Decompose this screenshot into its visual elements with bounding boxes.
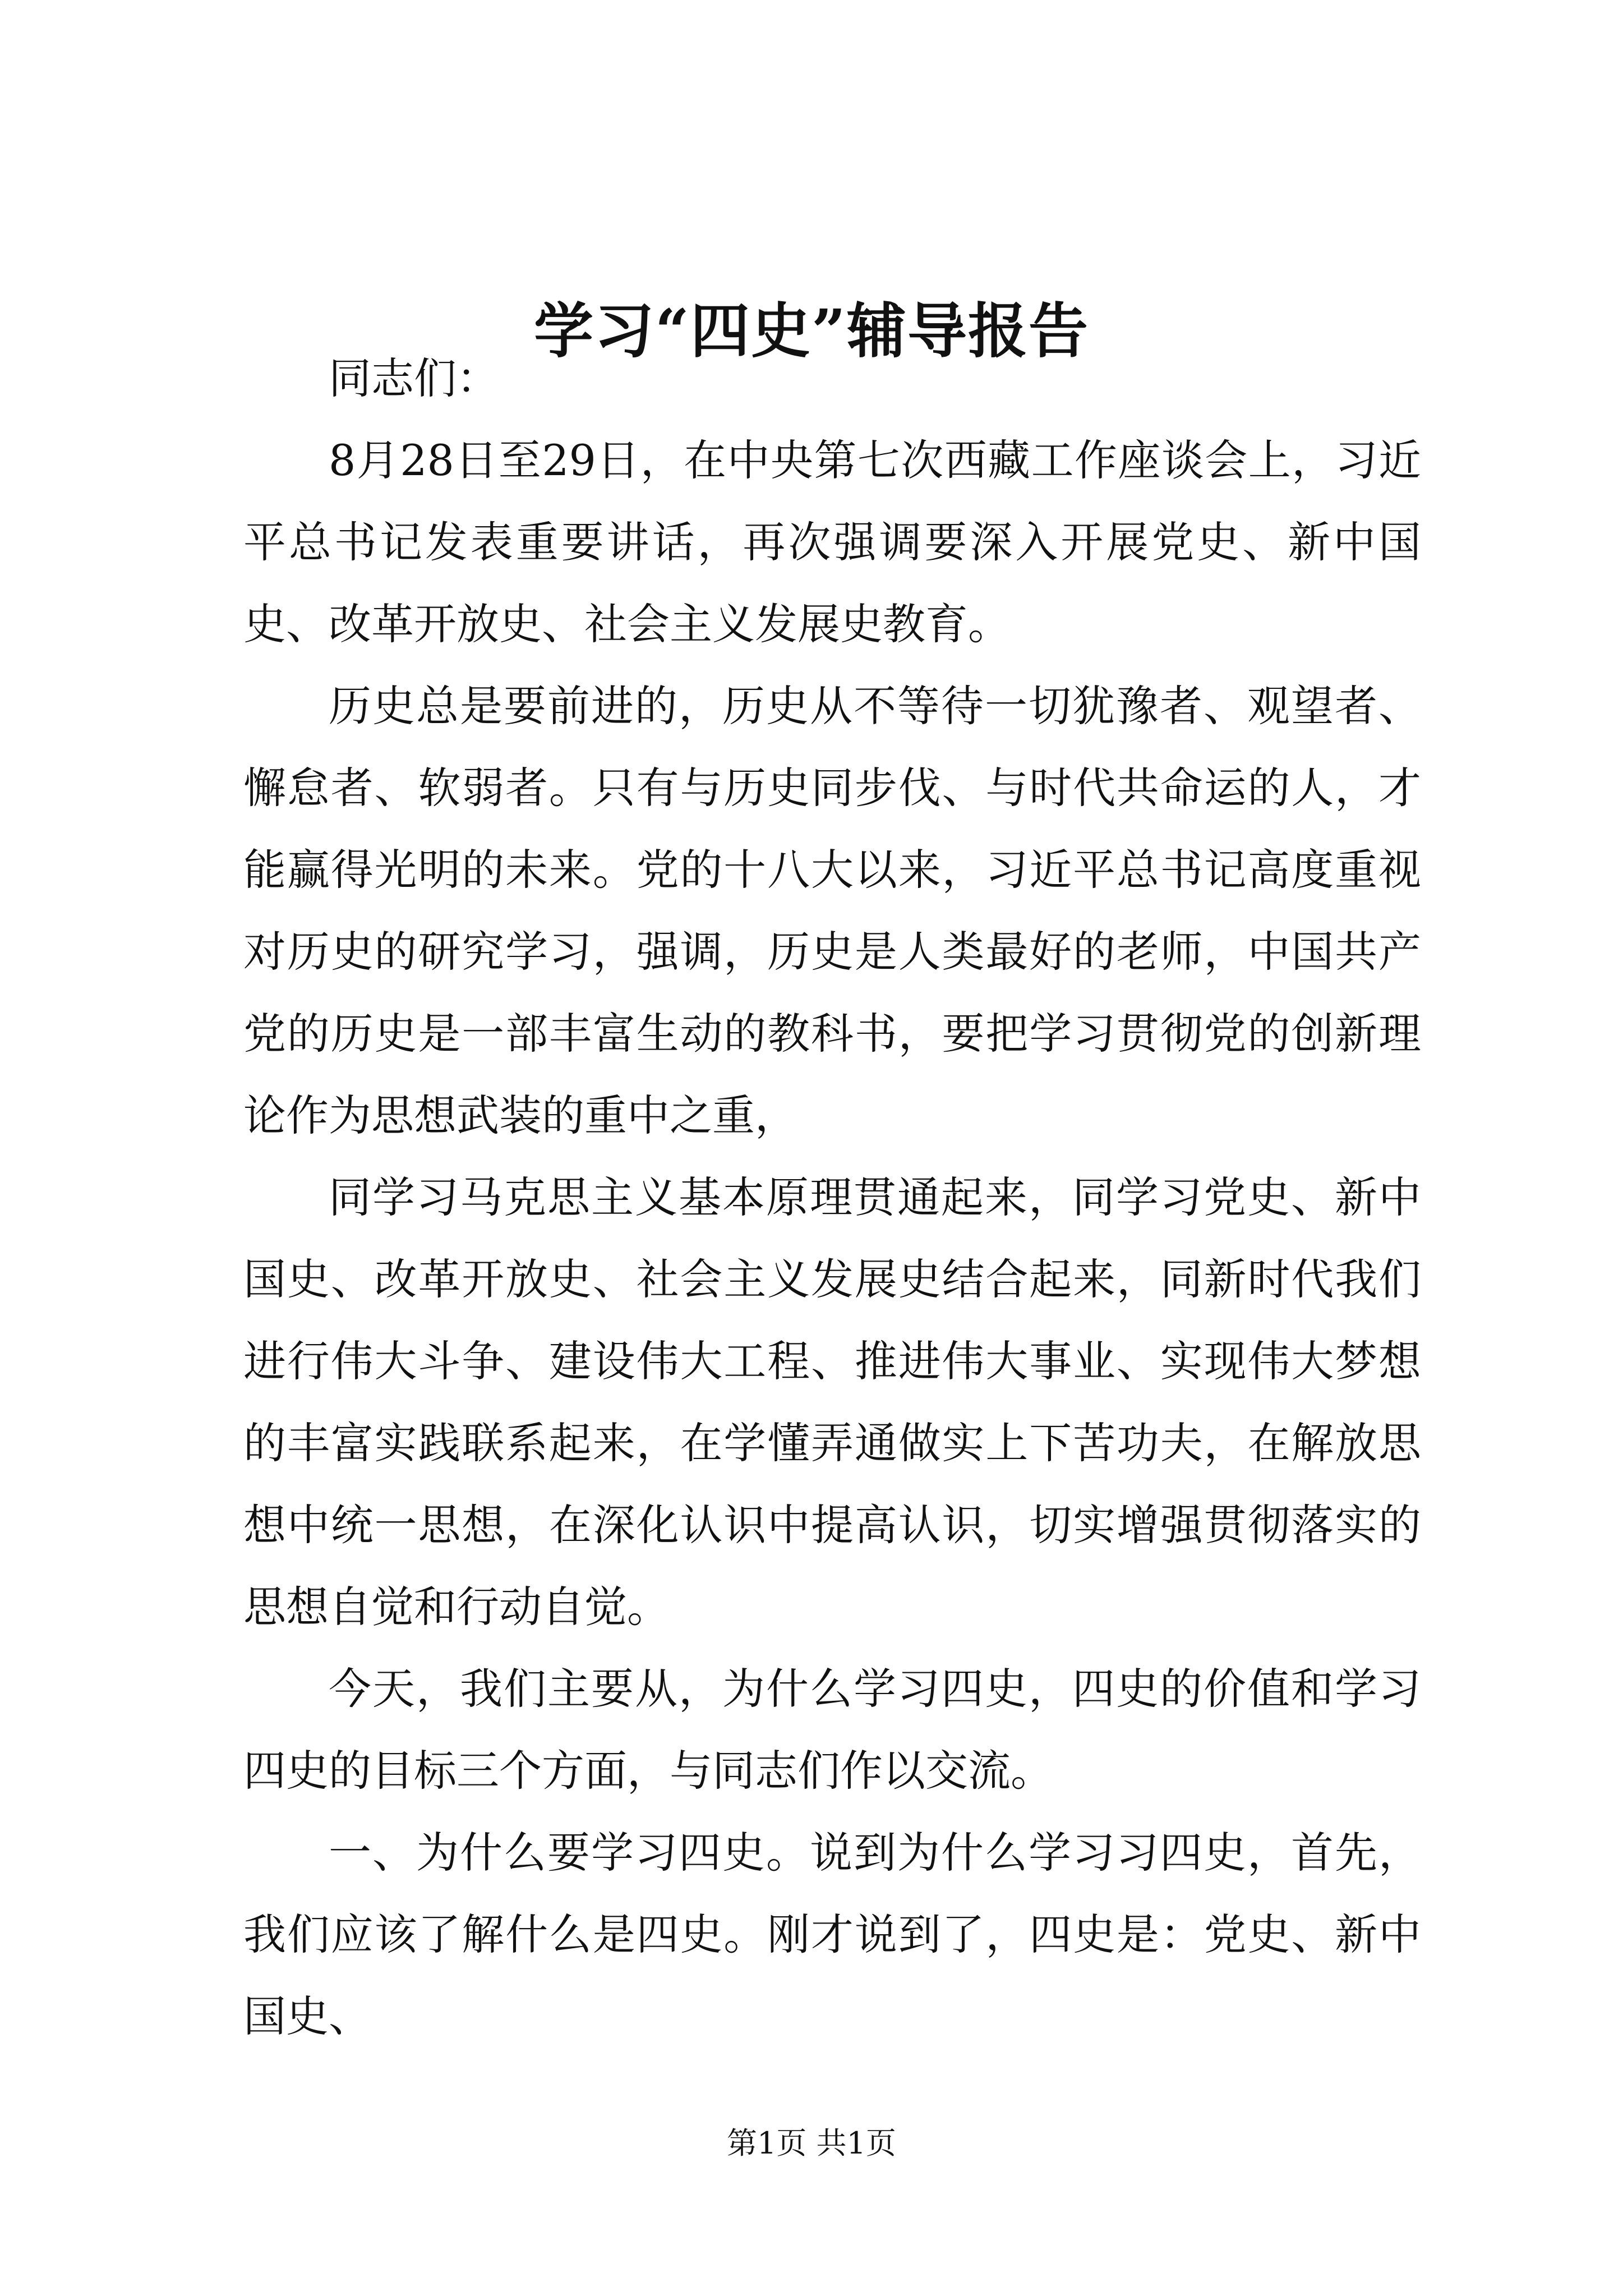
- page-footer: 第1页 共1页: [727, 2125, 896, 2161]
- document-title: 学习“四史”辅导报告: [534, 296, 1089, 366]
- paragraph: 8月28日至29日，在中央第七次西藏工作座谈会上，习近平总书记发表重要讲话，再次强调要深入开展党史、新中国史、改革开放史、社会主义发展史教育。: [243, 435, 1421, 649]
- paragraph: 历史总是要前进的，历史从不等待一切犹豫者、观望者、懈怠者、软弱者。只有与历史同步伐、与时代共命运的人，才能赢得光明的未来。党的十八大以来，习近平总书记高度重视对历史的研究学习，强调，历史是人类最好的老师，中国共产党的历史是一部丰富生动的教科书，要把学习贯彻党的创新理论作为思想武装的重中之重，: [243, 681, 1421, 1140]
- document-body: [243, 338, 1421, 2058]
- paragraph: 一、为什么要学习四史。说到为什么学习习四史，首先，我们应该了解什么是四史。刚才说到了，四史是：党史、新中国史、: [243, 1828, 1421, 2041]
- paragraph: 今天，我们主要从，为什么学习四史，四史的价值和学习四史的目标三个方面，与同志们作以交流。: [243, 1664, 1421, 1796]
- paragraph-salutation: 同志们：: [329, 353, 499, 403]
- paragraph: 同学习马克思主义基本原理贯通起来，同学习党史、新中国史、改革开放史、社会主义发展史结合起来，同新时代我们进行伟大斗争、建设伟大工程、推进伟大事业、实现伟大梦想的丰富实践联系起来，在学懂弄通做实上下苦功夫，在解放思想中统一思想，在深化认识中提高认识，切实增强贯彻落实的思想自觉和行动自觉。: [243, 1172, 1421, 1632]
